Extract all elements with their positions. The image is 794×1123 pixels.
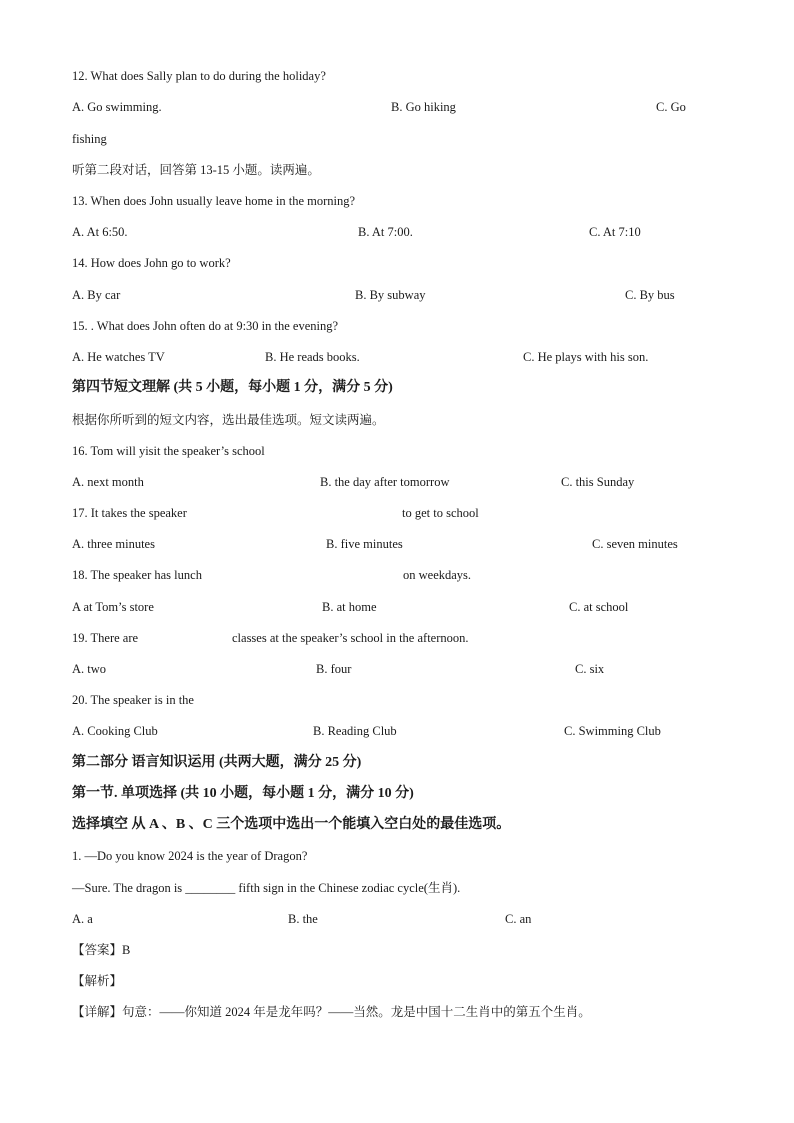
option-12-b: B. Go hiking xyxy=(391,100,456,114)
option-15-b: B. He reads books. xyxy=(265,350,360,364)
mc-1-line-1: 1. —Do you know 2024 is the year of Dragon? xyxy=(72,849,308,863)
answer-line xyxy=(72,942,130,958)
option-19-c: C. six xyxy=(575,662,605,676)
option-14-b: B. By subway xyxy=(355,288,426,302)
option-12-c-continued: fishing xyxy=(72,132,107,146)
option-mc-1-b: B. the xyxy=(288,912,318,926)
answer-value: B xyxy=(122,943,131,957)
option-19-a: A. two xyxy=(72,662,107,676)
mc-1-line-2 xyxy=(72,880,460,896)
section-1-instruction: 选择填空 从 A 、B 、C 三个选项中选出一个能填入空白处的最佳选项。 xyxy=(72,817,511,832)
question-19-end: classes at the speaker’s school in the afternoon. xyxy=(232,631,469,645)
option-20-a: A. Cooking Club xyxy=(72,724,158,738)
mc-1-line-2-end: fifth sign in the Chinese zodiac cycle(生肖). xyxy=(238,881,461,895)
option-17-c: C. seven minutes xyxy=(592,537,678,551)
question-17-start: 17. It takes the speaker xyxy=(72,506,187,520)
question-18-end: on weekdays. xyxy=(403,568,472,582)
question-16: 16. Tom will yisit the speaker’s school xyxy=(72,444,265,458)
detail-text: 句意：——你知道 2024 年是龙年吗？——当然。龙是中国十二生肖中的第五个生肖。 xyxy=(122,1005,591,1019)
section-4-title: 第四节短文理解 (共 5 小题，每小题 1 分，满分 5 分) xyxy=(72,380,393,395)
option-15-a: A. He watches TV xyxy=(72,350,165,364)
question-20: 20. The speaker is in the xyxy=(72,693,194,707)
question-18-start: 18. The speaker has lunch xyxy=(72,568,202,582)
question-12: 12. What does Sally plan to do during the holiday? xyxy=(72,69,326,83)
section-4-instruction: 根据你所听到的短文内容，选出最佳选项。短文读两遍。 xyxy=(72,413,385,427)
part-2-title: 第二部分 语言知识运用 (共两大题，满分 25 分) xyxy=(72,755,362,770)
option-12-c: C. Go xyxy=(656,100,686,114)
option-13-a: A. At 6:50. xyxy=(72,225,128,239)
option-19-b: B. four xyxy=(316,662,352,676)
answer-label: 【答案】 xyxy=(72,943,123,957)
option-14-a: A. By car xyxy=(72,288,121,302)
analysis-label: 【解析】 xyxy=(72,974,123,988)
option-mc-1-a: A. a xyxy=(72,912,93,926)
option-16-c: C. this Sunday xyxy=(561,475,635,489)
option-mc-1-c: C. an xyxy=(505,912,532,926)
mc-1-line-2-start: —Sure. The dragon is xyxy=(72,881,183,895)
option-20-b: B. Reading Club xyxy=(313,724,397,738)
section-1-title: 第一节. 单项选择 (共 10 小题，每小题 1 分，满分 10 分) xyxy=(72,786,414,801)
option-17-b: B. five minutes xyxy=(326,537,403,551)
question-13: 13. When does John usually leave home in the morning? xyxy=(72,194,356,208)
question-15: 15. . What does John often do at 9:30 in the evening? xyxy=(72,319,339,333)
option-13-b: B. At 7:00. xyxy=(358,225,413,239)
option-14-c: C. By bus xyxy=(625,288,675,302)
question-17-end: to get to school xyxy=(402,506,479,520)
question-14: 14. How does John go to work? xyxy=(72,256,231,270)
option-16-b: B. the day after tomorrow xyxy=(320,475,450,489)
option-13-c: C. At 7:10 xyxy=(589,225,641,239)
option-17-a: A. three minutes xyxy=(72,537,155,551)
dialog-2-instruction: 听第二段对话，回答第 13-15 小题。读两遍。 xyxy=(72,163,320,177)
option-12-a: A. Go swimming. xyxy=(72,100,162,114)
detail-label: 【详解】 xyxy=(72,1005,123,1019)
option-15-c: C. He plays with his son. xyxy=(523,350,649,364)
mc-1-blank: ________ xyxy=(185,881,236,895)
question-19-start: 19. There are xyxy=(72,631,139,645)
option-16-a: A. next month xyxy=(72,475,144,489)
option-18-c: C. at school xyxy=(569,600,629,614)
option-18-a: A at Tom’s store xyxy=(72,600,154,614)
detail-line xyxy=(72,1004,591,1020)
option-20-c: C. Swimming Club xyxy=(564,724,661,738)
option-18-b: B. at home xyxy=(322,600,377,614)
